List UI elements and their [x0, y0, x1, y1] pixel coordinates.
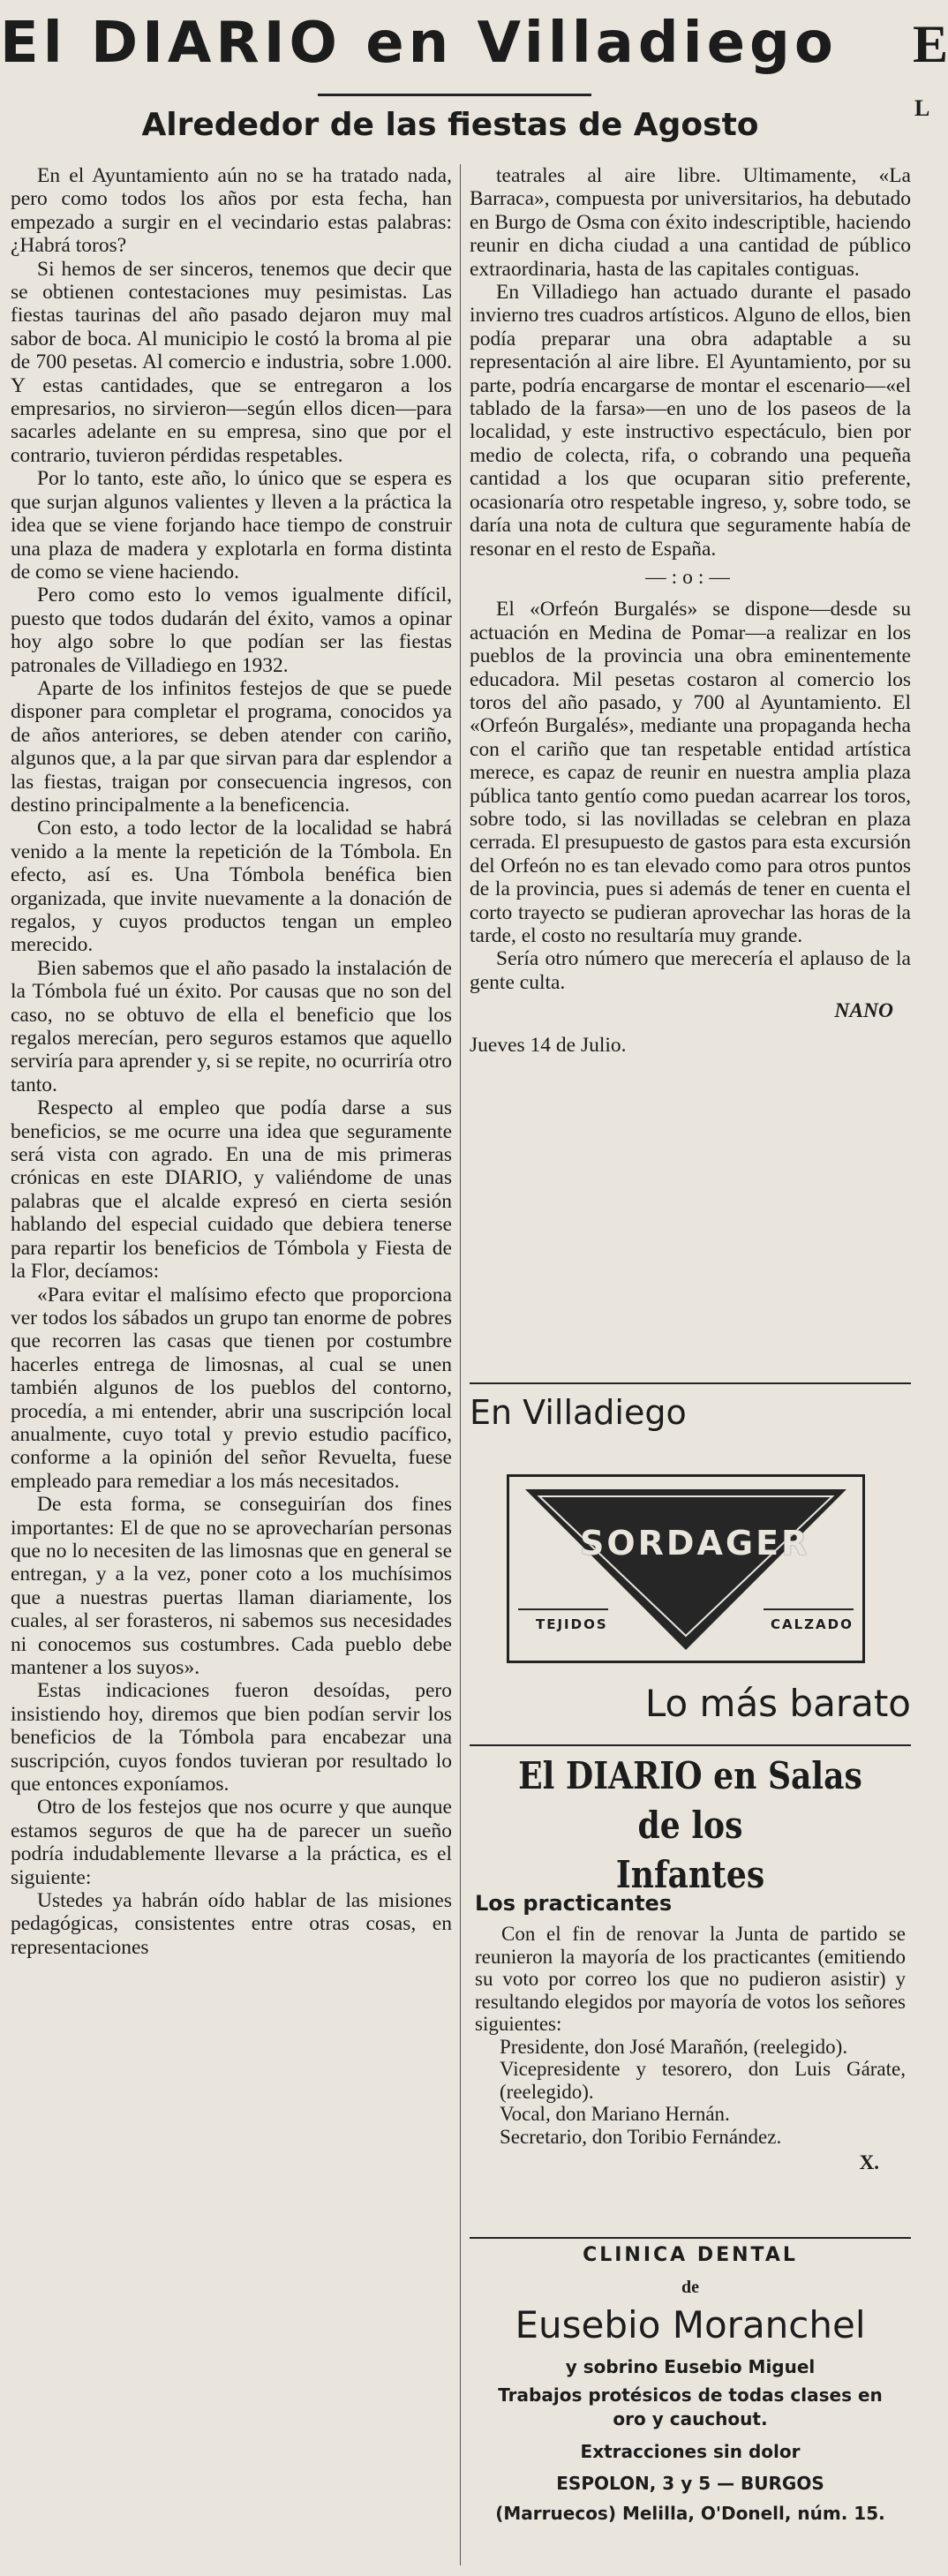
article-paragraph: Aparte de los infinitos festejos de que se puede disponer para completar el programa, conocidos ya de años anteriores, se deben atender con cariño, algunos que, a la par que sirvan para dar esplendor a las fiestas, traigan por consecuencia ingresos, con destino principalmente a la beneficencia. — [11, 676, 452, 817]
masthead-title: El DIARIO en Villadiego — [0, 11, 838, 76]
article-paragraph: Respecto al empleo que podía darse a sus beneficios, se me ocurre una idea que seguramente será vista con agrado. En una de mis primeras crónicas en este DIARIO, y valiéndome de unas palabras que el alcalde expresó en cierta sesión hablando del especial cuidado que debiera tenerse para repartir los beneficios de Tómbola y Fiesta de la Flor, decíamos: — [11, 1096, 452, 1284]
article-paragraph: En Villadiego han actuado durante el pasado invierno tres cuadros artísticos. Alguno de ellos, bien podía preparar una obra adaptable a su representación al aire libre. El Ayuntamiento, por su parte, podría encargarse de montar el escenario—«el tablado de la farsa»—en uno de los paseos de la localidad, y este instructivo espectáculo, bien por medio de colecta, rifa, o cobrando una pequeña cantidad a los que ocuparan sitio preferente, ocasionaría otro respetable ingreso, y, sobre todo, se daría una nota de cultura que seguramente había de resonar en el resto de España. — [470, 281, 911, 561]
salas-article — [475, 1923, 906, 2174]
article-paragraph: Por lo tanto, este año, lo único que se espera es que surjan algunos valientes y lleven a la práctica la idea que se viene forjando hace tiempo de construir una plaza de madera y explotarla en forma distinta de como se viene haciendo. — [11, 467, 452, 584]
article-paragraph: Con esto, a todo lector de la localidad se habrá venido a la mente la repetición de la Tómbola. En efecto, así es. Una Tómbola benéfica bien organizada, que invite nuevamente a la donación de regalos, y cuyos productos tengan un empleo merecido. — [11, 817, 452, 957]
article-paragraph: De esta forma, se conseguirían dos fines importantes: El de que no se aprovecharían personas que no lo necesiten de las limosnas que en general se entregan, y a la vez, poner coto a los muchísimos que a nuestras puertas llaman diariamente, los cuales, al ser forasteros, ni sabemos sus necesidades ni conocemos sus costumbres. Cada pueblo debe mantener a los suyos». — [11, 1493, 452, 1679]
salas-list-item: Vicepresidente y tesorero, don Luis Gárate, (reelegido). — [500, 2058, 906, 2103]
section-rule — [470, 1744, 911, 1746]
dental-ad-name: Eusebio Moranchel — [515, 2303, 866, 2346]
store-logo-box — [507, 1474, 865, 1663]
article-paragraph: En el Ayuntamiento aún no se ha tratado nada, pero como todos los años por esta fecha, han empezado a surgir en el vecindario estas palabras: ¿Habrá toros? — [11, 164, 452, 258]
salas-list-item: Secretario, don Toribio Fernández. — [500, 2125, 782, 2148]
salas-headline — [500, 1751, 880, 1896]
dental-ad-line: Trabajos protésicos de todas clases en — [498, 2384, 883, 2406]
article-paragraph: Otro de los festejos que nos ocurre y que aunque estamos seguros de que ha de parecer un sueño podría indudablemente llevarse a la práctica, es el siguiente: — [11, 1796, 452, 1889]
article-paragraph: Sería otro número que merecería el aplauso de la gente culta. — [470, 947, 911, 994]
article-paragraph: Estas indicaciones fueron desoídas, pero insistiendo hoy, diremos que bien podían servir los beneficios de la Tómbola para encabezar una suscripción, cuyos fondos tuvieran por resultado lo que entonces exponíamos. — [11, 1679, 452, 1796]
article-column-left — [11, 164, 452, 2565]
article-paragraph: teatrales al aire libre. Ultimamente, «La Barraca», compuesta por universitarios, ha debutado en Burgo de Osma con éxito indescriptible, haciendo reunir en dicha ciudad a una cantidad de público extraordinaria, hasta de las capitales contiguas. — [470, 164, 911, 281]
article-paragraph: Si hemos de ser sinceros, tenemos que decir que se obtienen contestaciones muy pesimistas. Las fiestas taurinas del año pasado dejaron muy mal sabor de boca. Al municipio le costó la broma al pie de 700 pesetas. Al comercio e industria, sobre 1.000. Y estas cantidades, que se entregaron a los empresarios, no sirvieron—según ellos dicen—para sacarles adelante en su empresa, sino que por el contrario, tuvieron pérdidas respetables. — [11, 257, 452, 467]
store-logo-emblem — [509, 1477, 862, 1661]
store-logo-word: SORDAGER — [580, 1524, 810, 1563]
dental-ad-de: de — [681, 2278, 699, 2297]
salas-signature: X. — [859, 2151, 879, 2173]
dental-ad-line: y sobrino Eusebio Miguel — [565, 2356, 816, 2377]
dental-ad-label: CLINICA DENTAL — [583, 2244, 798, 2266]
salas-subheading: Los practicantes — [475, 1891, 673, 1916]
logo-label-right: CALZADO — [771, 1616, 854, 1632]
salas-headline-line: Infantes — [615, 1853, 765, 1896]
article-paragraph: El «Orfeón Burgalés» se dispone—desde su actuación en Medina de Pomar—a realizar en los pueblos de la provincia una obra eminentemente educadora. Mil pesetas costaron al comercio los toros del año pasado, y 700 al Ayuntamiento. El «Orfeón Burgalés», mediante una propaganda hecha con el cariño que tan respetable entidad artística merece, es capaz de reunir en nuestra amplia plaza pública tanto gentío como puedan acarrear los toros, sobre todo, si las novilladas se celebran en plaza cerrada. El presupuesto de gastos para esta excursión del Orfeón no es tan elevado como para otros puntos de la provincia, pues si además de tener en cuenta el corto trayecto se pudieran aprovechar las horas de la tarde, el costo no resultaría muy grande. — [470, 598, 911, 947]
article-paragraph: «Para evitar el malísimo efecto que proporciona ver todos los sábados un grupo tan enorme de pobres que recorren las casas que tienen por costumbre hacerles entrega de limosnas, al cual se unen también algunos de los pueblos del contorno, procedía, a mi entender, abrir una suscripción local anualmente, cuyo total y previo estudio pacífico, conforme a la opinión del señor Revuelta, fuese empleado para remediar a los más necesitados. — [11, 1283, 452, 1493]
article-paragraph: Bien sabemos que el año pasado la instalación de la Tómbola fué un éxito. Por causas que no son del caso, no se obtuvo de ella el beneficio que los regalos merecían, pero seguros estamos que aquello serviría para aprender y, si se repite, no ocurriría otro tanto. — [11, 956, 452, 1096]
article-signature: NANO — [834, 999, 893, 1023]
ad-slogan: Lo más barato — [644, 1682, 911, 1725]
column-divider — [460, 164, 461, 2565]
dental-ad-line: (Marruecos) Melilla, O'Donell, núm. 15. — [495, 2503, 885, 2524]
dental-ad-line: ESPOLON, 3 y 5 — BURGOS — [556, 2473, 824, 2494]
ad-villadiego-header: En Villadiego — [470, 1393, 687, 1432]
dental-rule — [470, 2237, 911, 2239]
ad-rule-top — [470, 1382, 911, 1384]
article-dateline: Jueves 14 de Julio. — [470, 1033, 627, 1057]
dental-ad-line: oro y cauchout. — [613, 2408, 768, 2429]
salas-intro: Con el fin de renovar la Junta de partido se reunieron la mayoría de los practicantes (emitiendo su voto por correo los que no pudieron asistir) y resultando elegidos por mayoría de votos los señores siguientes: — [475, 1923, 906, 2035]
section-separator: —:o:— — [645, 565, 735, 589]
salas-headline-line: El DIARIO en Salas de los — [518, 1754, 862, 1847]
article-paragraph: Ustedes ya habrán oído hablar de las misiones pedagógicas, consistentes entre otras cosas, en representaciones — [11, 1889, 452, 1959]
article-paragraph: Pero como esto lo vemos igualmente difícil, puesto que todos dudarán del éxito, vamos a opinar hoy algo sobre lo que podían ser las fiestas patronales de Villadiego en 1932. — [11, 584, 452, 677]
salas-list-item: Vocal, don Mariano Hernán. — [500, 2103, 730, 2125]
logo-label-left: TEJIDOS — [536, 1616, 608, 1632]
article-column-right — [470, 164, 911, 1374]
article-headline: Alrededor de las fiestas de Agosto — [141, 107, 759, 143]
edge-cut-letter: E — [913, 15, 948, 73]
edge-cut-letter-l: L — [914, 95, 930, 121]
masthead-rule — [318, 94, 591, 96]
dental-ad-line: Extracciones sin dolor — [580, 2441, 801, 2462]
salas-list-item: Presidente, don José Marañón, (reelegido). — [500, 2035, 848, 2058]
